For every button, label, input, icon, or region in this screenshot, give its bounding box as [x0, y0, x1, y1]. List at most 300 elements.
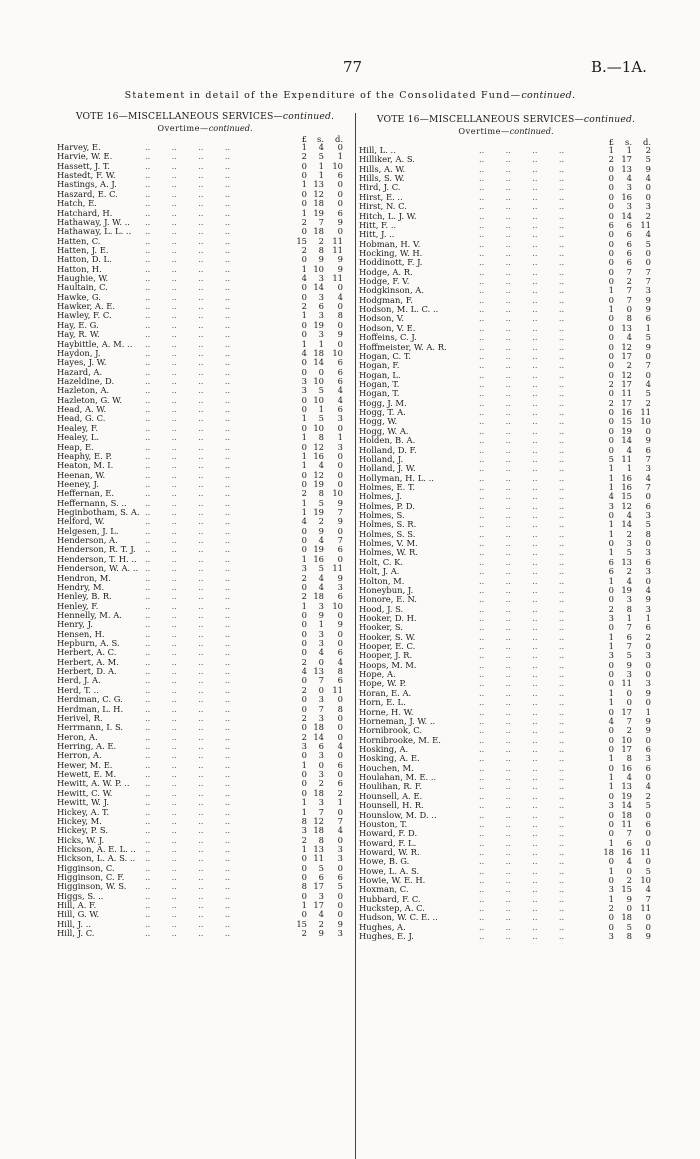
pounds-value: 3	[301, 742, 307, 751]
leader-dots: .. .. .. ..	[479, 660, 565, 670]
shillings-value: 7	[626, 267, 632, 277]
pence-value: 0	[337, 723, 343, 733]
leader-dots: .. .. .. ..	[145, 442, 231, 452]
pence-value: 3	[645, 567, 651, 577]
payee-name: Hosking, A.	[359, 745, 411, 754]
table-row	[57, 480, 353, 489]
leader-dots: .. .. .. ..	[479, 670, 565, 680]
table-row	[57, 321, 353, 330]
table-row	[359, 839, 653, 848]
pence-value: 3	[645, 548, 651, 558]
table-row	[57, 340, 353, 349]
payee-name: Hope, W. P.	[359, 679, 409, 688]
table-row	[359, 651, 653, 660]
pounds-value: 1	[608, 520, 614, 530]
pence-value: 0	[337, 695, 343, 705]
table-row	[359, 867, 653, 876]
shillings-value: 10	[313, 376, 324, 386]
pounds-value: 1	[608, 688, 614, 698]
table-row	[359, 679, 653, 688]
table-row	[359, 296, 653, 305]
table-row	[359, 726, 653, 735]
leader-dots: .. .. .. ..	[479, 305, 565, 315]
shillings-value: 19	[313, 320, 324, 330]
pounds-value: 0	[608, 735, 614, 745]
pounds-value: 5	[608, 454, 614, 464]
pounds-value: 0	[608, 342, 614, 352]
leader-dots: .. .. .. ..	[145, 339, 231, 349]
pounds-value: 1	[301, 433, 307, 443]
shillings-value: 6	[626, 230, 632, 240]
shillings-value: 13	[621, 782, 632, 792]
payee-name: Head, G. C.	[57, 414, 108, 423]
shillings-value: 3	[318, 695, 324, 705]
leader-dots: .. .. .. ..	[145, 405, 231, 415]
pence-value: 6	[337, 405, 343, 415]
leader-dots: .. .. .. ..	[479, 454, 565, 464]
leader-dots: .. .. .. ..	[145, 891, 231, 901]
pounds-value: 0	[608, 408, 614, 418]
table-row	[359, 717, 653, 726]
shillings-value: 16	[313, 451, 324, 461]
pence-value: 1	[645, 707, 651, 717]
table-row	[359, 483, 653, 492]
leader-dots: .. .. .. ..	[479, 361, 565, 371]
payee-name: Hennelly, M. A.	[57, 611, 125, 620]
payee-name: Hughes, A.	[359, 923, 409, 932]
pence-value: 0	[645, 660, 651, 670]
table-row	[359, 324, 653, 333]
pounds-value: 0	[608, 239, 614, 249]
shillings-value: 17	[621, 398, 632, 408]
pounds-value: 0	[608, 745, 614, 754]
table-row	[57, 817, 353, 826]
pence-value: 9	[645, 436, 651, 446]
payee-name: Hirst, N. C.	[359, 202, 410, 211]
table-row	[359, 146, 653, 155]
shillings-value: 5	[318, 564, 324, 574]
pence-value: 0	[337, 526, 343, 536]
pounds-value: 6	[608, 567, 614, 577]
shillings-value: 11	[621, 389, 632, 399]
leader-dots: .. .. .. ..	[479, 230, 565, 240]
shillings-value: 17	[621, 155, 632, 165]
payee-name: Hounslow, M. D. ..	[359, 811, 440, 820]
shillings-value: 0	[318, 685, 324, 695]
payee-name: Heffernan, E.	[57, 489, 117, 498]
shillings-value: 2	[626, 277, 632, 287]
payee-name: Higginson, C. F.	[57, 873, 127, 882]
table-row	[57, 190, 353, 199]
shillings-value: 4	[318, 910, 324, 920]
payee-name: Herring, A. E.	[57, 742, 119, 751]
shillings-value: 6	[626, 838, 632, 848]
pence-value: 6	[645, 745, 651, 754]
pence-value: 0	[337, 283, 343, 293]
table-row	[359, 801, 653, 810]
shillings-value: 9	[626, 894, 632, 904]
pence-value: 3	[645, 754, 651, 764]
table-row	[359, 698, 653, 707]
payee-name: Helford, W.	[57, 517, 108, 526]
leader-dots: .. .. .. ..	[145, 629, 231, 639]
leader-dots: .. .. .. ..	[145, 189, 231, 199]
pence-value: 9	[337, 217, 343, 227]
pounds-value: 0	[301, 536, 307, 546]
leader-dots: .. .. .. ..	[145, 723, 231, 733]
pounds-value: 2	[608, 379, 614, 389]
table-row	[57, 723, 353, 732]
payee-name: Hendry, M.	[57, 583, 107, 592]
shillings-value: 16	[621, 473, 632, 483]
shillings-value: 4	[626, 857, 632, 867]
table-row	[57, 443, 353, 452]
shillings-value: 6	[626, 220, 632, 230]
leader-dots: .. .. .. ..	[145, 199, 231, 209]
pounds-value: 4	[301, 667, 307, 677]
pence-value: 9	[337, 498, 343, 508]
pence-value: 5	[645, 333, 651, 343]
shillings-value: 9	[318, 929, 324, 939]
pounds-value: 0	[301, 873, 307, 883]
pounds-value: 1	[608, 576, 614, 586]
leader-dots: .. .. .. ..	[479, 286, 565, 296]
table-row	[359, 820, 653, 829]
payee-name: Heaton, M. I.	[57, 461, 116, 470]
leader-dots: .. .. .. ..	[145, 742, 231, 751]
leader-dots: .. .. .. ..	[145, 489, 231, 499]
pence-value: 9	[645, 305, 651, 315]
payee-name: Hughes, E. J.	[359, 932, 417, 941]
table-row	[57, 854, 353, 863]
payee-name: Hoddinott, F. J.	[359, 258, 425, 267]
pounds-value: 1	[608, 286, 614, 296]
payee-name: Houchen, M.	[359, 764, 417, 773]
table-row	[359, 314, 653, 323]
leader-dots: .. .. .. ..	[479, 679, 565, 689]
shillings-value: 3	[318, 891, 324, 901]
payee-name: Hill, A. F.	[57, 901, 99, 910]
payee-name: Herrmann, I. S.	[57, 723, 126, 732]
payee-name: Hazleton, A.	[57, 386, 112, 395]
leader-dots: .. .. .. ..	[145, 657, 231, 667]
pounds-value: 6	[608, 220, 614, 230]
leader-dots: .. .. .. ..	[145, 376, 231, 386]
table-row	[57, 255, 353, 264]
shillings-value: 11	[621, 679, 632, 689]
shillings-value: 11	[621, 454, 632, 464]
pence-value: 0	[337, 807, 343, 817]
shillings-value: 16	[621, 847, 632, 857]
pence-value: 11	[640, 904, 651, 914]
table-row	[57, 920, 353, 929]
shillings-value: 15	[621, 492, 632, 502]
leader-dots: .. .. .. ..	[479, 885, 565, 895]
table-row	[57, 377, 353, 386]
leader-dots: .. .. .. ..	[479, 810, 565, 820]
sub-heading-continued: continued.	[509, 126, 554, 136]
pounds-value: 1	[301, 143, 307, 152]
shillings-value: 10	[621, 735, 632, 745]
pence-value: 6	[645, 501, 651, 511]
pounds-value: 15	[296, 236, 307, 246]
shillings-value: 2	[626, 529, 632, 539]
shillings-value: 17	[621, 379, 632, 389]
leader-dots: .. .. .. ..	[479, 838, 565, 848]
shillings-value: 12	[313, 442, 324, 452]
pence-value: 0	[645, 539, 651, 549]
payee-name: Herbert, D. A.	[57, 667, 120, 676]
pounds-value: 0	[608, 876, 614, 886]
payee-name: Healey, L.	[57, 433, 102, 442]
pounds-value: 0	[608, 183, 614, 193]
pounds-value: 1	[608, 464, 614, 474]
shillings-value: 0	[626, 866, 632, 876]
shillings-value: 9	[318, 255, 324, 265]
shillings-value: 7	[626, 642, 632, 652]
pence-value: 6	[337, 545, 343, 555]
pounds-value: 0	[301, 442, 307, 452]
table-row	[359, 773, 653, 782]
leader-dots: .. .. .. ..	[479, 473, 565, 483]
shillings-value: 5	[318, 152, 324, 162]
payee-name: Hodge, F. V.	[359, 277, 412, 286]
payee-name: Haszard, E. C.	[57, 190, 121, 199]
pounds-value: 0	[608, 192, 614, 202]
leader-dots: .. .. .. ..	[145, 685, 231, 695]
shillings-value: 8	[318, 245, 324, 255]
table-row	[359, 539, 653, 548]
payee-name: Hayes, J. W.	[57, 358, 109, 367]
pence-value: 10	[640, 876, 651, 886]
shillings-value: 14	[621, 801, 632, 811]
pence-value: 6	[337, 873, 343, 883]
pounds-value: 0	[301, 910, 307, 920]
payee-name: Head, A. W.	[57, 405, 109, 414]
payee-name: Holmes, S.	[359, 511, 408, 520]
table-row	[359, 736, 653, 745]
shillings-value: 3	[318, 629, 324, 639]
leader-dots: .. .. .. ..	[145, 732, 231, 742]
pounds-value: 0	[608, 258, 614, 268]
table-row	[359, 474, 653, 483]
pounds-value: 0	[301, 171, 307, 181]
pence-value: 3	[645, 511, 651, 521]
leader-dots: .. .. .. ..	[145, 882, 231, 892]
pounds-value: 1	[301, 508, 307, 518]
pounds-value: 1	[301, 601, 307, 611]
leader-dots: .. .. .. ..	[479, 155, 565, 165]
pounds-value: 2	[301, 835, 307, 845]
pence-value: 9	[645, 295, 651, 305]
shillings-header: s.	[625, 137, 632, 147]
leader-dots: .. .. .. ..	[479, 258, 565, 268]
shillings-value: 3	[318, 639, 324, 649]
leader-dots: .. .. .. ..	[145, 601, 231, 611]
shillings-value: 8	[626, 314, 632, 324]
leader-dots: .. .. .. ..	[145, 779, 231, 789]
pence-value: 6	[645, 623, 651, 633]
pence-value: 1	[337, 152, 343, 162]
pence-value: 3	[337, 854, 343, 864]
shillings-value: 13	[313, 667, 324, 677]
leader-dots: .. .. .. ..	[145, 236, 231, 246]
payee-name: Herd, T. ..	[57, 686, 102, 695]
pence-value: 8	[337, 704, 343, 714]
leader-dots: .. .. .. ..	[145, 901, 231, 911]
table-row	[57, 218, 353, 227]
table-row	[57, 639, 353, 648]
leader-dots: .. .. .. ..	[145, 479, 231, 489]
payee-name: Hitt, F. ..	[359, 221, 399, 230]
pence-value: 1	[645, 323, 651, 333]
table-row	[359, 913, 653, 922]
table-row	[57, 751, 353, 760]
pounds-value: 0	[608, 426, 614, 436]
table-row	[359, 464, 653, 473]
leader-dots: .. .. .. ..	[145, 788, 231, 798]
pence-value: 3	[645, 464, 651, 474]
pounds-value: 0	[301, 199, 307, 209]
payee-name: Hoffmeister, W. A. R.	[359, 343, 450, 352]
leader-dots: .. .. .. ..	[479, 913, 565, 923]
table-row	[359, 932, 653, 941]
shillings-value: 4	[318, 582, 324, 592]
leader-dots: .. .. .. ..	[145, 161, 231, 171]
pounds-value: 0	[608, 267, 614, 277]
pounds-value: 4	[608, 716, 614, 726]
pence-value: 0	[645, 492, 651, 502]
pounds-value: 0	[301, 292, 307, 302]
pounds-value: 8	[301, 816, 307, 826]
pence-value: 0	[337, 320, 343, 330]
shillings-value: 17	[313, 882, 324, 892]
payee-name: Hill, L. ..	[359, 146, 399, 155]
pence-value: 4	[337, 395, 343, 405]
pounds-value: 3	[608, 932, 614, 942]
leader-dots: .. .. .. ..	[479, 857, 565, 867]
payee-name: Hatton, D. L.	[57, 255, 115, 264]
shillings-value: 12	[313, 816, 324, 826]
table-row	[359, 446, 653, 455]
pence-value: 0	[645, 183, 651, 193]
shillings-value: 19	[313, 479, 324, 489]
pounds-value: 0	[301, 788, 307, 798]
leader-dots: .. .. .. ..	[145, 816, 231, 826]
pounds-value: 0	[301, 639, 307, 649]
pounds-value: 0	[301, 620, 307, 630]
table-row	[359, 343, 653, 352]
pence-value: 0	[337, 732, 343, 742]
shillings-value: 3	[318, 311, 324, 321]
leader-dots: .. .. .. ..	[479, 146, 565, 155]
leader-dots: .. .. .. ..	[479, 323, 565, 333]
sub-heading-left	[57, 123, 353, 134]
table-row	[57, 330, 353, 339]
pence-value: 5	[645, 155, 651, 165]
pence-value: 2	[645, 398, 651, 408]
table-row	[57, 311, 353, 320]
shillings-value: 3	[626, 183, 632, 193]
payee-name: Hewitt, C. W.	[57, 789, 115, 798]
leader-dots: .. .. .. ..	[479, 482, 565, 492]
leader-dots: .. .. .. ..	[479, 333, 565, 343]
pounds-value: 2	[301, 489, 307, 499]
pounds-value: 0	[608, 351, 614, 361]
pounds-value: 0	[301, 695, 307, 705]
leader-dots: .. .. .. ..	[145, 367, 231, 377]
currency-header-left	[57, 134, 353, 143]
leader-dots: .. .. .. ..	[145, 929, 231, 939]
leader-dots: .. .. .. ..	[479, 922, 565, 932]
payee-name: Herd, J. A.	[57, 676, 104, 685]
pence-value: 0	[337, 713, 343, 723]
table-row	[359, 492, 653, 501]
leader-dots: .. .. .. ..	[145, 704, 231, 714]
pence-value: 8	[337, 311, 343, 321]
leader-dots: .. .. .. ..	[479, 801, 565, 811]
pence-value: 7	[645, 277, 651, 287]
leader-dots: .. .. .. ..	[145, 554, 231, 564]
payee-name: Holland, J. W.	[359, 464, 419, 473]
payee-name: Holmes, J.	[359, 492, 405, 501]
leader-dots: .. .. .. ..	[479, 632, 565, 642]
table-row	[359, 286, 653, 295]
pounds-value: 1	[301, 208, 307, 218]
table-row	[57, 714, 353, 723]
pounds-value: 0	[608, 323, 614, 333]
title-continued: continued.	[521, 90, 576, 101]
payee-name: Henderson, A.	[57, 536, 121, 545]
shillings-value: 11	[313, 854, 324, 864]
pounds-value: 0	[301, 320, 307, 330]
pounds-value: 1	[608, 482, 614, 492]
pence-value: 9	[337, 919, 343, 929]
leader-dots: .. .. .. ..	[145, 910, 231, 920]
pence-value: 4	[645, 379, 651, 389]
pounds-value: 0	[608, 539, 614, 549]
pounds-value: 0	[608, 726, 614, 736]
leader-dots: .. .. .. ..	[145, 461, 231, 471]
shillings-value: 13	[313, 844, 324, 854]
shillings-value: 7	[626, 295, 632, 305]
leader-dots: .. .. .. ..	[145, 208, 231, 218]
table-row	[359, 661, 653, 670]
shillings-value: 16	[621, 408, 632, 418]
leader-dots: .. .. .. ..	[479, 529, 565, 539]
shillings-value: 4	[626, 333, 632, 343]
pence-value: 9	[645, 688, 651, 698]
shillings-value: 6	[318, 873, 324, 883]
table-row	[57, 162, 353, 171]
pence-value: 3	[337, 929, 343, 939]
leader-dots: .. .. .. ..	[479, 379, 565, 389]
table-row	[57, 873, 353, 882]
shillings-value: 2	[318, 919, 324, 929]
payee-name: Hoxman, C.	[359, 885, 412, 894]
pounds-value: 6	[608, 557, 614, 567]
payee-name: Hogg, W. A.	[359, 427, 412, 436]
shillings-value: 7	[318, 676, 324, 686]
table-row	[57, 892, 353, 901]
shillings-value: 17	[621, 745, 632, 754]
payee-name: Hogan, L.	[359, 371, 404, 380]
leader-dots: .. .. .. ..	[145, 592, 231, 602]
leader-dots: .. .. .. ..	[479, 894, 565, 904]
leader-dots: .. .. .. ..	[479, 604, 565, 614]
table-row	[359, 165, 653, 174]
table-row	[57, 564, 353, 573]
